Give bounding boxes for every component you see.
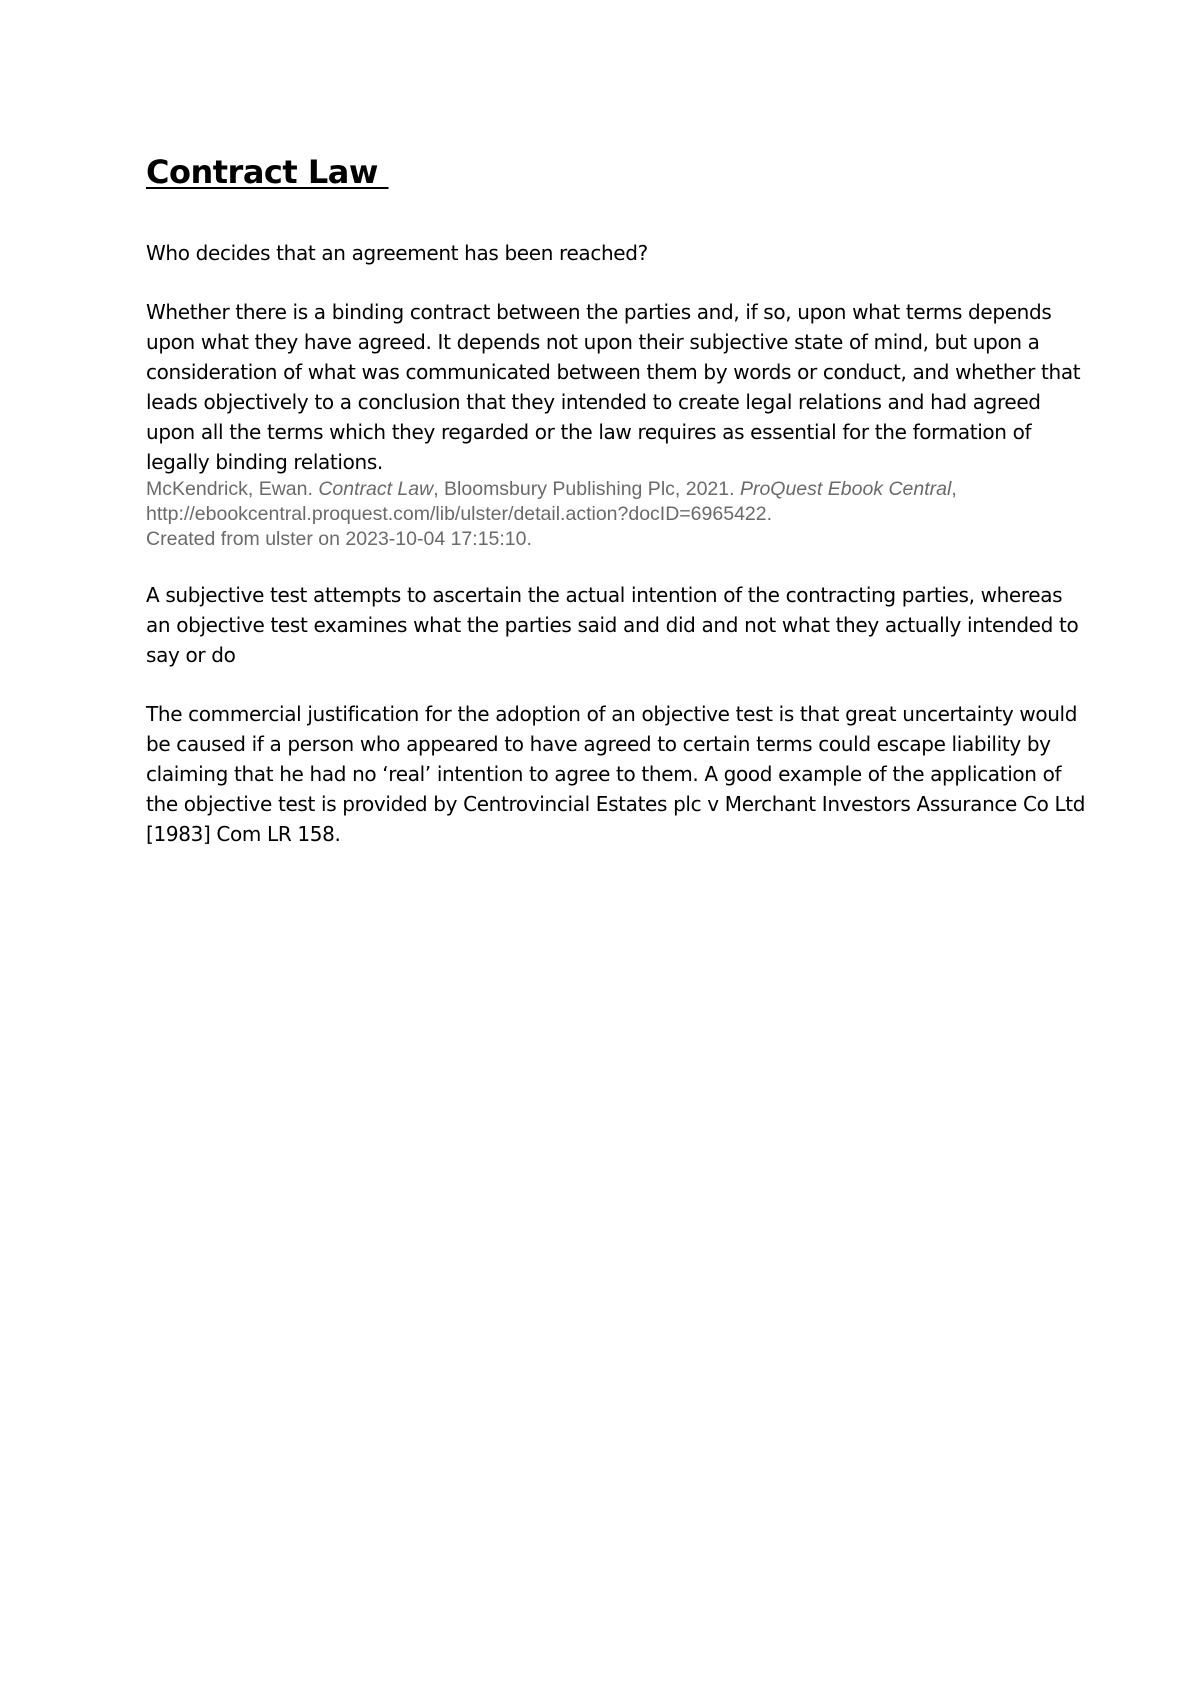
citation-created: Created from ulster on 2023-10-04 17:15:10. <box>146 528 532 550</box>
citation-block <box>146 477 1086 552</box>
document-body <box>146 150 1086 849</box>
citation-url: http://ebookcentral.proquest.com/lib/ulster/detail.action?docID=6965422. <box>146 503 773 525</box>
citation-comma: , <box>951 478 957 500</box>
question-paragraph: Who decides that an agreement has been reached? <box>146 241 648 265</box>
citation-book-title: Contract Law <box>318 478 434 500</box>
subjective-test-paragraph: A subjective test attempts to ascertain the actual intention of the contracting parties, whereas an objective test examines what the parties said and did and not what they actually intended to say or do <box>146 583 1079 667</box>
citation-database: ProQuest Ebook Central <box>739 478 952 500</box>
quote-paragraph: Whether there is a binding contract between the parties and, if so, upon what terms depends upon what they have agreed. It depends not upon their subjective state of mind, but upon a consideration of what was communicated between them by words or conduct, and whether that leads objectively to a conclusion that they intended to create legal relations and had agreed upon all the terms which they regarded or the law requires as essential for the formation of legally binding relations. <box>146 300 1081 474</box>
citation-line <box>146 477 1086 502</box>
page-title: Contract Law <box>146 153 389 191</box>
citation-author: McKendrick, Ewan. <box>146 478 319 500</box>
citation-publisher: , Bloomsbury Publishing Plc, 2021. <box>433 478 740 500</box>
commercial-justification-paragraph: The commercial justification for the adoption of an objective test is that great uncertainty would be caused if a person who appeared to have agreed to certain terms could escape liability by claiming that he had no ‘real’ intention to agree to them. A good example of the application of the objective test is provided by Centrovincial Estates plc v Merchant Investors Assurance Co Ltd [1983] Com LR 158. <box>146 702 1086 846</box>
